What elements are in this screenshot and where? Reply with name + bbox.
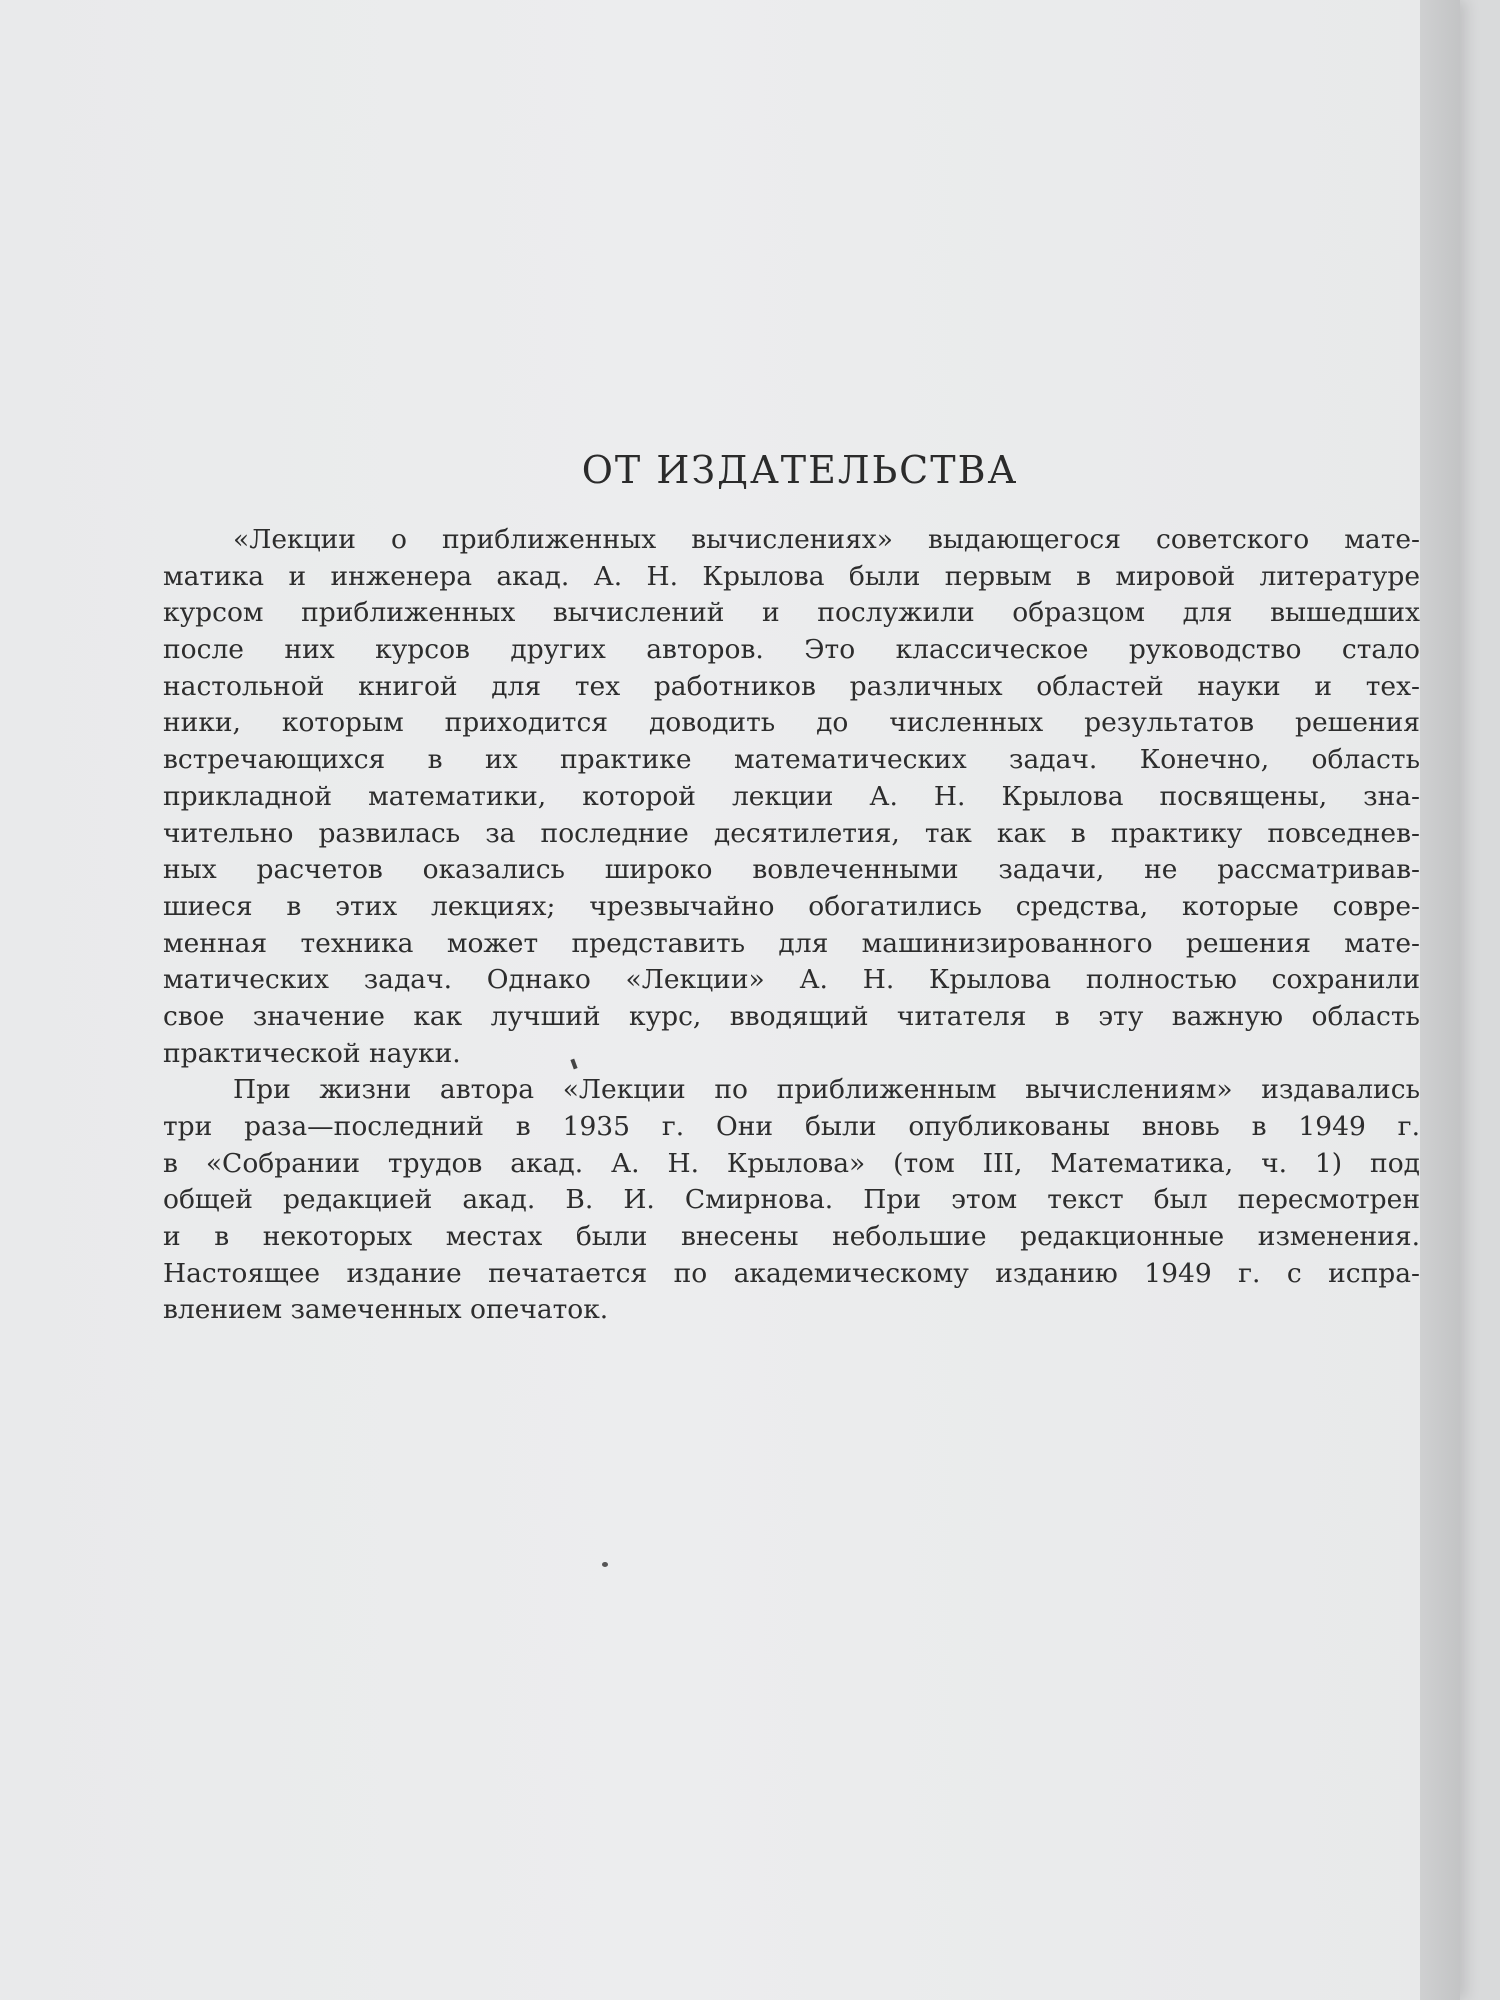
text-line: чительно развилась за последние десятилетия, так как в практику повседнев- (163, 817, 1420, 849)
text-line: встречающихся в их практике математических задач. Конечно, область (163, 744, 1420, 776)
text-line: настольной книгой для тех работников различных областей науки и тех- (163, 670, 1420, 702)
text-line: При жизни автора «Лекции по приближенным вычислениям» издавались (233, 1074, 1420, 1106)
text-line: после них курсов других авторов. Это классическое руководство стало (163, 634, 1420, 666)
text-line: шиеся в этих лекциях; чрезвычайно обогатились средства, которые совре- (163, 890, 1420, 922)
text-line: ных расчетов оказались широко вовлеченными задачи, не рассматривав- (163, 854, 1420, 886)
text-line: Настоящее издание печатается по академическому изданию 1949 г. с испра- (163, 1257, 1420, 1289)
text-line: менная техника может представить для машинизированного решения мате- (163, 927, 1420, 959)
text-line: матика и инженера акад. А. Н. Крылова были первым в мировой литературе (163, 560, 1420, 592)
paragraph-2 (163, 1072, 1420, 1329)
ink-speck (602, 1562, 608, 1567)
text-line: три раза—последний в 1935 г. Они были опубликованы вновь в 1949 г. (163, 1111, 1420, 1142)
text-line: прикладной математики, которой лекции А. Н. Крылова посвящены, зна- (163, 780, 1420, 812)
text-line: «Лекции о приближенных вычислениях» выдающегося советского мате- (233, 524, 1420, 555)
text-line: матических задач. Однако «Лекции» А. Н. Крылова полностью сохранили (163, 964, 1420, 996)
text-line: курсом приближенных вычислений и послужили образцом для вышедших (163, 597, 1420, 629)
page-edge (1420, 0, 1460, 2000)
text-line: свое значение как лучший курс, вводящий читателя в эту важную область (163, 1000, 1420, 1032)
text-line: практической науки. (163, 1037, 461, 1069)
text-line: и в некоторых местах были внесены небольшие редакционные изменения. (163, 1221, 1420, 1253)
text-line: в «Собрании трудов акад. А. Н. Крылова» (том III, Математика, ч. 1) под (163, 1147, 1420, 1179)
paragraph-1 (163, 522, 1420, 1072)
text-line: влением замеченных опечаток. (163, 1294, 609, 1326)
body-text (163, 522, 1420, 1329)
section-title: ОТ ИЗДАТЕЛЬСТВА (581, 448, 1019, 492)
text-line: общей редакцией акад. В. И. Смирнова. При этом текст был пересмотрен (163, 1184, 1420, 1216)
text-line: ники, которым приходится доводить до численных результатов решения (163, 707, 1420, 739)
